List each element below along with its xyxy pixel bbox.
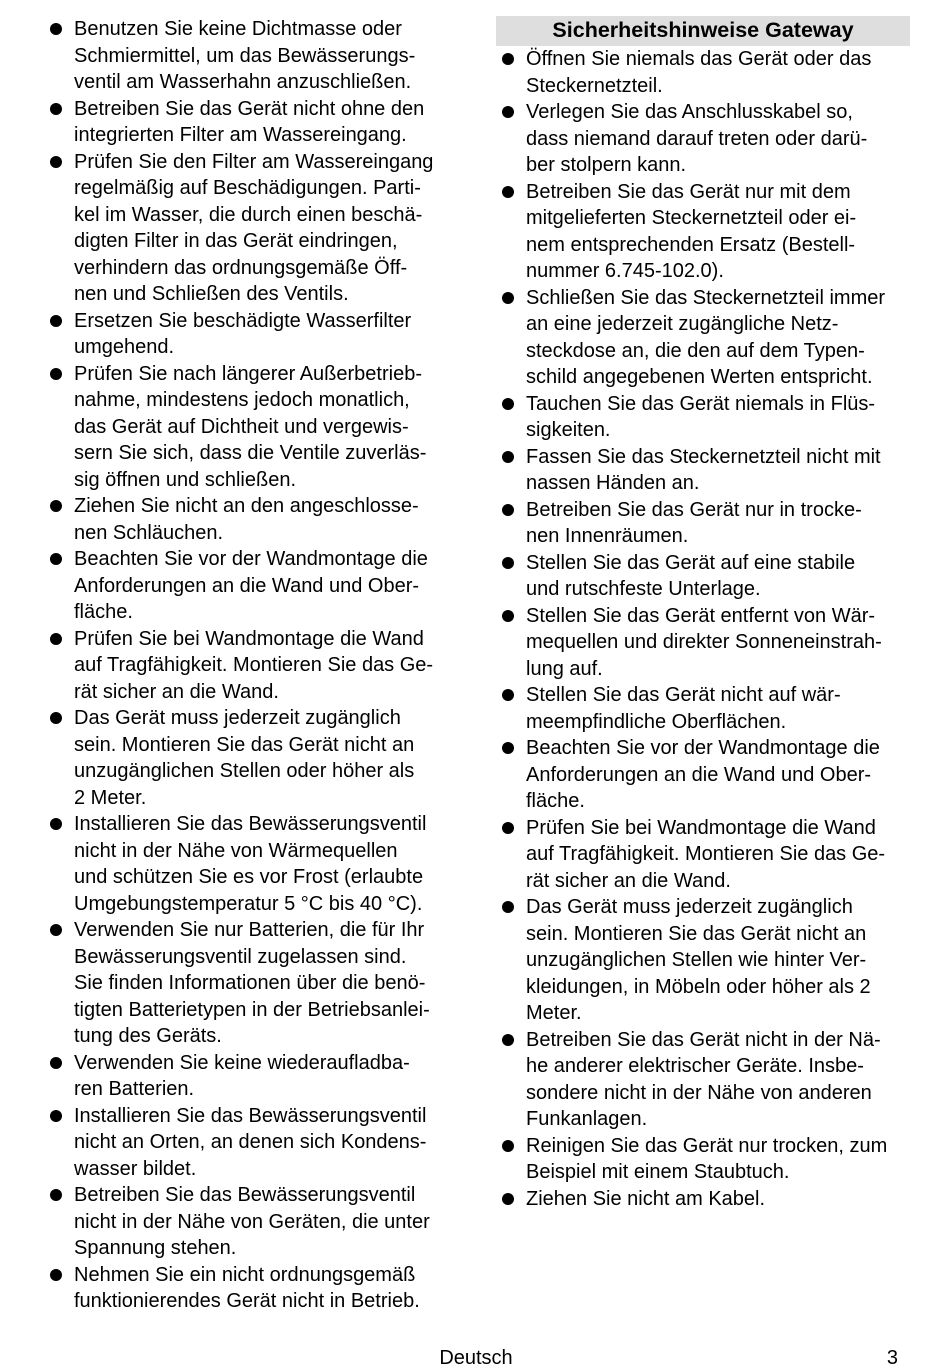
list-item-text-line: Fassen Sie das Steckernetzteil nicht mit: [526, 445, 881, 468]
list-item: [496, 179, 910, 285]
bullet-icon: [502, 451, 514, 463]
list-item-text-line: Verlegen Sie das Anschlusskabel so,: [526, 101, 853, 123]
list-item-text-line: nicht an Orten, an denen sich Kondens-: [74, 1131, 427, 1153]
bullet-icon: [502, 557, 514, 569]
list-item-text-line: Schließen Sie das Steckernetzteil immer: [526, 286, 886, 309]
left-bullet-list: [44, 16, 462, 1315]
list-item: [44, 1050, 462, 1103]
list-item-text-line: Ziehen Sie nicht an den angeschlosse-: [74, 495, 419, 517]
bullet-icon: [50, 633, 62, 645]
list-item-text-line: nen Innenräumen.: [526, 525, 689, 547]
list-item-text-line: Reinigen Sie das Gerät nur trocken, zum: [526, 1134, 888, 1157]
bullet-icon: [50, 818, 62, 830]
bullet-icon: [50, 712, 62, 724]
list-item-text-line: Prüfen Sie den Filter am Wassereingang: [74, 150, 434, 173]
list-item-text-line: verhindern das ordnungsgemäße Öff-: [74, 256, 408, 279]
list-item-text-line: mequellen und direkter Sonneneinstrah-: [526, 631, 882, 653]
bullet-icon: [50, 315, 62, 327]
list-item-text-line: nem entsprechenden Ersatz (Bestell-: [526, 233, 856, 256]
list-item: [496, 815, 910, 895]
list-item-text-line: Nehmen Sie ein nicht ordnungsgemäß: [74, 1263, 416, 1286]
bullet-icon: [502, 742, 514, 754]
list-item-text-line: Prüfen Sie bei Wandmontage die Wand: [74, 627, 424, 650]
list-item-text-line: Steckernetzteil.: [526, 74, 663, 97]
list-item-text-line: Umgebungstemperatur 5 °C bis 40 °C).: [74, 892, 423, 915]
list-item-text-line: Benutzen Sie keine Dichtmasse oder: [74, 18, 402, 40]
list-item: [496, 550, 910, 603]
list-item: [44, 811, 462, 917]
list-item: [44, 16, 462, 96]
list-item: [496, 99, 910, 179]
list-item: [496, 444, 910, 497]
page-number: 3: [886, 1347, 898, 1369]
bullet-icon: [50, 924, 62, 936]
list-item-text-line: mitgelieferten Steckernetzteil oder ei-: [526, 207, 857, 229]
list-item: [44, 705, 462, 811]
list-item: [44, 1103, 462, 1183]
list-item-text-line: auf Tragfähigkeit. Montieren Sie das Ge-: [526, 843, 886, 865]
list-item: [496, 1133, 910, 1186]
list-item-text-line: Stellen Sie das Gerät auf eine stabile: [526, 551, 856, 574]
list-item-text-line: Stellen Sie das Gerät entfernt von Wär-: [526, 604, 876, 627]
bullet-icon: [502, 822, 514, 834]
list-item: [44, 308, 462, 361]
list-item-text-line: Betreiben Sie das Gerät nur in trocke-: [526, 498, 862, 521]
list-item-text-line: umgehend.: [74, 336, 175, 358]
list-item: [44, 149, 462, 308]
left-column: [44, 16, 462, 1315]
list-item-text-line: sein. Montieren Sie das Gerät nicht an: [526, 922, 867, 945]
list-item-text-line: steckdose an, die den auf dem Typen-: [526, 339, 865, 362]
bullet-icon: [502, 504, 514, 516]
list-item-text-line: Betreiben Sie das Gerät nicht in der Nä-: [526, 1028, 881, 1051]
bullet-icon: [502, 398, 514, 410]
list-item-text-line: ventil am Wasserhahn anzuschließen.: [74, 71, 412, 93]
list-item-text-line: an eine jederzeit zugängliche Netz-: [526, 313, 839, 335]
list-item-text-line: Das Gerät muss jederzeit zugänglich: [74, 707, 401, 729]
list-item-text-line: ber stolpern kann.: [526, 154, 687, 176]
list-item-text-line: Installieren Sie das Bewässerungsventil: [74, 813, 427, 835]
bullet-icon: [502, 1034, 514, 1046]
list-item: [44, 1262, 462, 1315]
bullet-icon: [50, 368, 62, 380]
list-item-text-line: meempfindliche Oberflächen.: [526, 710, 787, 733]
list-item-text-line: unzugänglichen Stellen oder höher als: [74, 760, 415, 782]
list-item-text-line: Beachten Sie vor der Wandmontage die: [526, 737, 880, 759]
list-item-text-line: sondere nicht in der Nähe von anderen: [526, 1081, 872, 1104]
list-item-text-line: sern Sie sich, dass die Ventile zuverläs-: [74, 442, 427, 464]
list-item-text-line: sig öffnen und schließen.: [74, 468, 297, 491]
list-item: [44, 1182, 462, 1262]
list-item-text-line: auf Tragfähigkeit. Montieren Sie das Ge-: [74, 654, 434, 676]
list-item-text-line: Prüfen Sie bei Wandmontage die Wand: [526, 816, 876, 839]
list-item-text-line: Anforderungen an die Wand und Ober-: [526, 763, 872, 786]
list-item-text-line: Schmiermittel, um das Bewässerungs-: [74, 44, 416, 67]
list-item-text-line: Betreiben Sie das Gerät nicht ohne den: [74, 97, 425, 120]
list-item-text-line: kleidungen, in Möbeln oder höher als 2: [526, 975, 871, 998]
list-item-text-line: rät sicher an die Wand.: [526, 869, 731, 892]
list-item-text-line: rät sicher an die Wand.: [74, 680, 279, 703]
list-item-text-line: Verwenden Sie keine wiederaufladba-: [74, 1051, 410, 1074]
list-item-text-line: nicht in der Nähe von Geräten, die unter: [74, 1210, 430, 1233]
bullet-icon: [50, 1189, 62, 1201]
list-item-text-line: Beachten Sie vor der Wandmontage die: [74, 548, 428, 570]
list-item: [44, 626, 462, 706]
bullet-icon: [50, 553, 62, 565]
list-item: [44, 96, 462, 149]
list-item: [44, 546, 462, 626]
list-item: [496, 603, 910, 683]
list-item: [44, 493, 462, 546]
list-item-text-line: Funkanlagen.: [526, 1108, 648, 1130]
list-item-text-line: nen Schläuchen.: [74, 521, 224, 544]
list-item-text-line: und rutschfeste Unterlage.: [526, 578, 761, 600]
bullet-icon: [50, 23, 62, 35]
bullet-icon: [50, 1057, 62, 1069]
list-item-text-line: Verwenden Sie nur Batterien, die für Ihr: [74, 919, 425, 941]
list-item: [496, 46, 910, 99]
bullet-icon: [502, 1140, 514, 1152]
list-item: [496, 1186, 910, 1213]
list-item-text-line: fläche.: [74, 601, 133, 623]
list-item-text-line: schild angegebenen Werten entspricht.: [526, 366, 873, 388]
list-item: [496, 682, 910, 735]
list-item-text-line: Ersetzen Sie beschädigte Wasserfilter: [74, 309, 412, 332]
list-item-text-line: wasser bildet.: [74, 1157, 197, 1180]
list-item-text-line: Beispiel mit einem Staubtuch.: [526, 1161, 790, 1183]
list-item-text-line: kel im Wasser, die durch einen beschä-: [74, 203, 423, 226]
list-item-text-line: digten Filter in das Gerät eindringen,: [74, 230, 398, 252]
list-item-text-line: unzugänglichen Stellen wie hinter Ver-: [526, 949, 867, 971]
list-item-text-line: 2 Meter.: [74, 786, 147, 809]
list-item-text-line: integrierten Filter am Wassereingang.: [74, 124, 407, 146]
bullet-icon: [50, 500, 62, 512]
list-item: [496, 735, 910, 815]
list-item-text-line: Öffnen Sie niemals das Gerät oder das: [526, 48, 872, 70]
list-item-text-line: Bewässerungsventil zugelassen sind.: [74, 945, 407, 968]
list-item-text-line: das Gerät auf Dichtheit und vergewis-: [74, 415, 409, 438]
list-item-text-line: nassen Händen an.: [526, 472, 700, 494]
list-item-text-line: nahme, mindestens jedoch monatlich,: [74, 389, 410, 411]
bullet-icon: [502, 106, 514, 118]
section-heading-gateway: Sicherheitshinweise Gateway: [496, 16, 910, 46]
list-item: [44, 361, 462, 494]
bullet-icon: [50, 1110, 62, 1122]
list-item: [496, 391, 910, 444]
list-item: [496, 497, 910, 550]
list-item-text-line: lung auf.: [526, 657, 603, 680]
bullet-icon: [502, 1193, 514, 1205]
list-item-text-line: Installieren Sie das Bewässerungsventil: [74, 1104, 427, 1127]
bullet-icon: [502, 689, 514, 701]
list-item-text-line: Tauchen Sie das Gerät niemals in Flüs-: [526, 392, 876, 415]
list-item-text-line: Betreiben Sie das Gerät nur mit dem: [526, 180, 851, 203]
list-item-text-line: sein. Montieren Sie das Gerät nicht an: [74, 733, 415, 756]
bullet-icon: [50, 103, 62, 115]
list-item-text-line: Meter.: [526, 1002, 582, 1024]
right-bullet-list: [496, 46, 910, 1212]
bullet-icon: [502, 610, 514, 622]
list-item-text-line: he anderer elektrischer Geräte. Insbe-: [526, 1055, 864, 1077]
list-item-text-line: tung des Geräts.: [74, 1025, 222, 1047]
bullet-icon: [502, 292, 514, 304]
list-item-text-line: Spannung stehen.: [74, 1237, 237, 1259]
bullet-icon: [50, 156, 62, 168]
list-item-text-line: nicht in der Nähe von Wärmequellen: [74, 839, 398, 862]
list-item-text-line: regelmäßig auf Beschädigungen. Parti-: [74, 177, 421, 199]
list-item-text-line: Das Gerät muss jederzeit zugänglich: [526, 896, 853, 918]
list-item-text-line: Ziehen Sie nicht am Kabel.: [526, 1187, 766, 1210]
list-item-text-line: funktionierendes Gerät nicht in Betrieb.: [74, 1290, 420, 1312]
list-item: [496, 1027, 910, 1133]
list-item-text-line: Betreiben Sie das Bewässerungsventil: [74, 1184, 416, 1206]
list-item-text-line: ren Batterien.: [74, 1078, 195, 1100]
bullet-icon: [50, 1269, 62, 1281]
list-item: [496, 285, 910, 391]
right-column: [496, 16, 910, 1212]
list-item-text-line: nen und Schließen des Ventils.: [74, 283, 349, 305]
list-item-text-line: und schützen Sie es vor Frost (erlaubte: [74, 866, 424, 888]
list-item-text-line: nummer 6.745-102.0).: [526, 260, 724, 282]
list-item: [496, 894, 910, 1027]
footer-language: Deutsch: [439, 1347, 513, 1369]
list-item-text-line: Stellen Sie das Gerät nicht auf wär-: [526, 684, 841, 706]
bullet-icon: [502, 901, 514, 913]
list-item-text-line: fläche.: [526, 790, 585, 812]
list-item-text-line: sigkeiten.: [526, 419, 611, 441]
list-item-text-line: Sie finden Informationen über die benö-: [74, 972, 426, 994]
list-item-text-line: tigten Batterietypen in der Betriebsanlei-: [74, 998, 430, 1021]
list-item: [44, 917, 462, 1050]
bullet-icon: [502, 186, 514, 198]
list-item-text-line: dass niemand darauf treten oder darü-: [526, 127, 868, 150]
list-item-text-line: Prüfen Sie nach längerer Außerbetrieb-: [74, 362, 422, 385]
list-item-text-line: Anforderungen an die Wand und Ober-: [74, 574, 420, 597]
bullet-icon: [502, 53, 514, 65]
